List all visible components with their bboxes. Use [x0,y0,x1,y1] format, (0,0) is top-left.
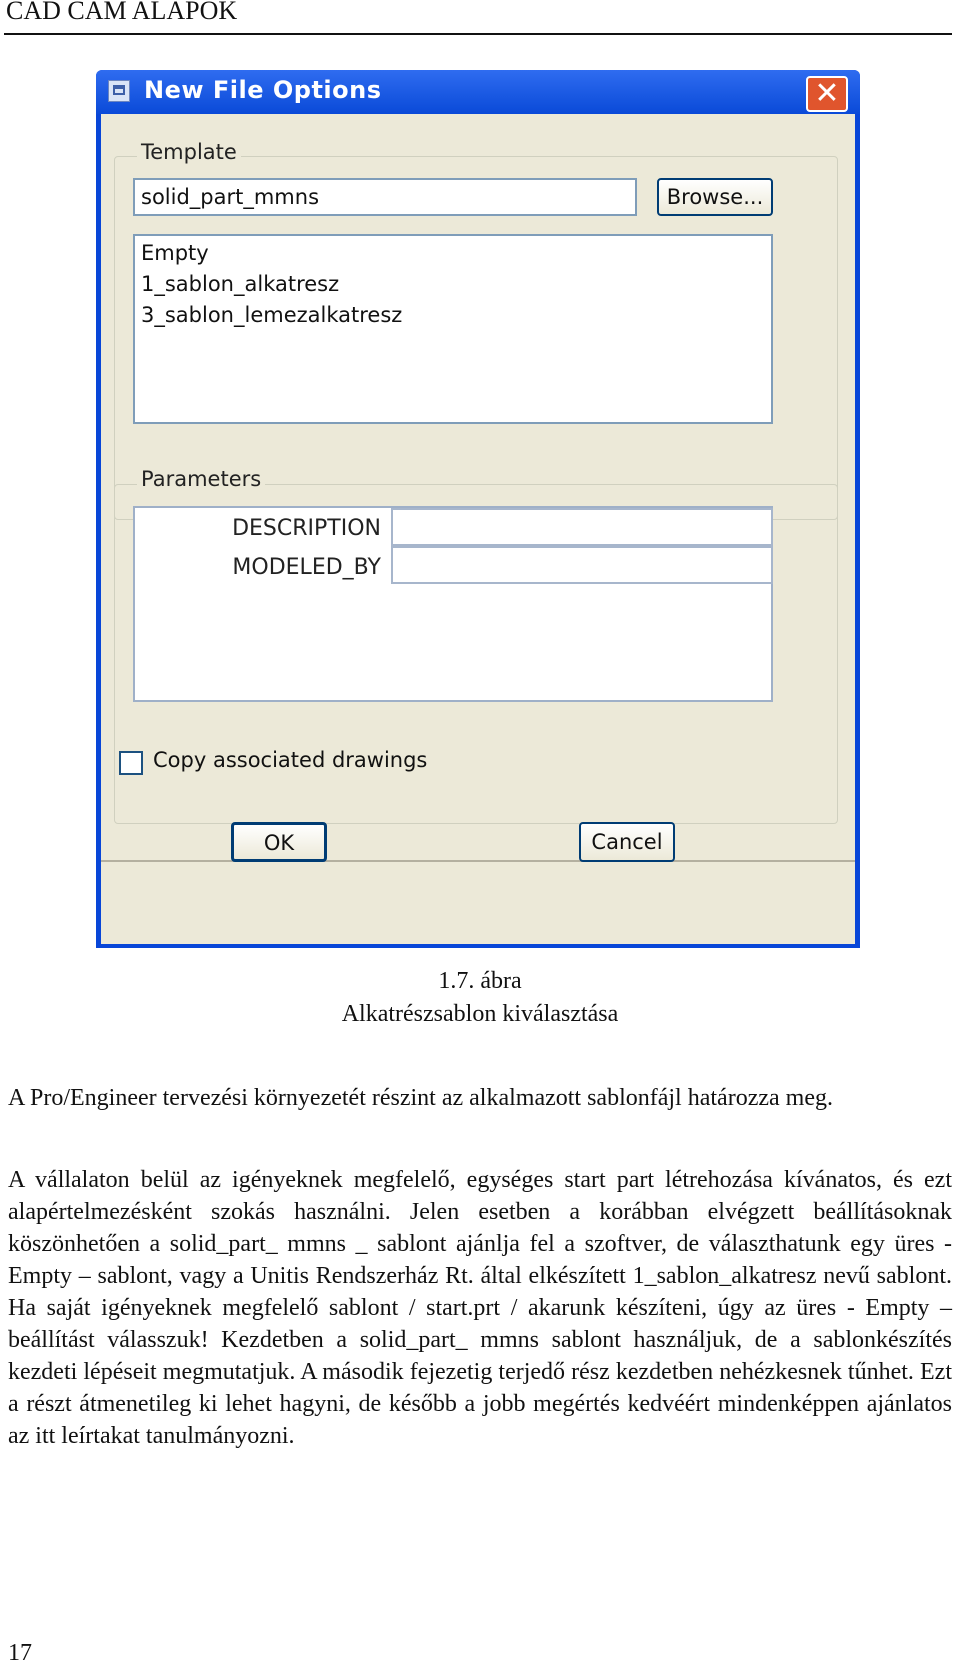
header-rule [4,33,952,35]
window-icon [108,80,130,102]
copy-drawings-label[interactable]: Copy associated drawings [153,748,428,772]
list-item[interactable]: 3_sablon_lemezalkatresz [141,303,403,327]
template-group-label: Template [137,140,241,164]
close-button[interactable]: ✕ [806,76,848,112]
parameters-table [133,506,773,702]
parameters-group-label: Parameters [137,467,265,491]
figure-number: 1.7. ábra [438,968,522,994]
copy-drawings-checkbox[interactable] [119,751,143,775]
ok-button[interactable]: OK [231,822,327,862]
body-paragraph-2: A vállalaton belül az igényeknek megfelelő, egységes start part létrehozása kívánatos, és ezt alapértelmezésként szokás használni. Jelen esetben a korábban elvégzett beállításoknak köszönhetően a solid_part_ mmns _ sablont ajánlja fel a szoftver, de választhatunk egy üres - Empty – sablont, vagy a Unitis Rendszerház Rt. által elkészített 1_sablon_alkatresz nevű sablont. Ha saját igényeknek megfelelő sablont / start.prt / akarunk készíteni, úgy az üres - Empty – beállítást válasszuk! Kezdetben a solid_part_ mmns sablont használjuk, de a sablonkészítés kezdeti lépéseit megmutatjuk. A második fejezetig terjedő rész kezdetben nehézkesnek tűnhet. Ezt a részt átmenetileg ki lehet hagyni, de később a jobb megértés kedvéért mindenképpen ajánlatos az itt leírtakat tanulmányozni. [8,1167,952,1449]
figure-caption: Alkatrészsablon kiválasztása [341,1001,619,1027]
running-header: CAD CAM ALAPOK [6,0,238,25]
cancel-button[interactable]: Cancel [579,822,675,862]
button-separator [101,860,855,862]
dialog-titlebar[interactable] [96,70,860,114]
browse-button[interactable]: Browse... [657,178,773,216]
param-description-label: DESCRIPTION [232,516,381,541]
modeled-by-field[interactable] [391,546,773,584]
dialog-client [101,114,855,944]
param-modeled-by-label: MODELED_BY [232,555,381,580]
template-input[interactable]: solid_part_mmns [133,178,637,216]
description-field[interactable] [391,508,773,546]
page-number: 17 [8,1640,32,1666]
body-paragraph-1: A Pro/Engineer tervezési környezetét részint az alkalmazott sablonfájl határozza meg. [8,1085,833,1111]
list-item[interactable]: Empty [141,241,209,265]
list-item[interactable]: 1_sablon_alkatresz [141,272,340,296]
dialog-title: New File Options [144,76,382,104]
new-file-options-dialog [96,70,860,948]
template-listbox[interactable] [133,234,773,424]
